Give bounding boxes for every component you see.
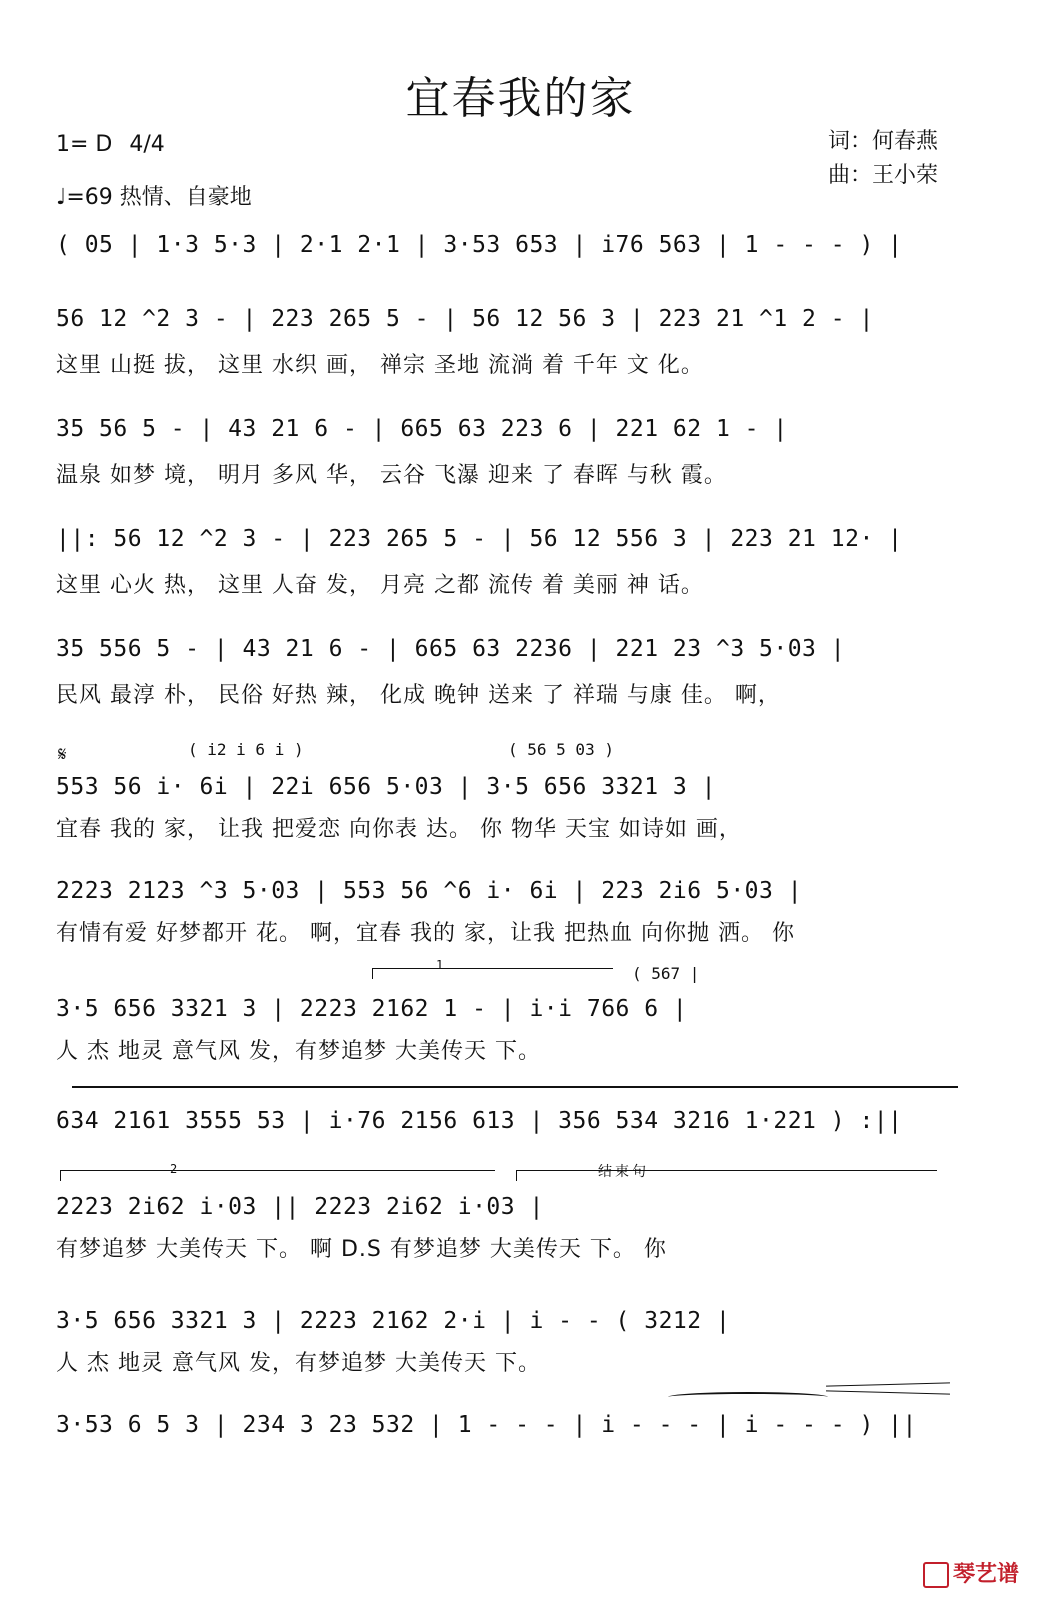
key-signature bbox=[56, 132, 165, 157]
lyrics-line-3: 这里 心火 热， 这里 人奋 发， 月亮 之都 流传 着 美丽 神 话。 bbox=[56, 573, 704, 598]
interlude-top-rule bbox=[72, 1086, 958, 1088]
ornament-phrase-3: ( 567 | bbox=[632, 964, 700, 983]
ending-label: 结束句 bbox=[598, 1164, 649, 1180]
tie-arc bbox=[668, 1392, 828, 1402]
notation-line-5: 553 56 i· 6i | 22i 656 5·03 | 3·5 656 3321 3 | bbox=[56, 774, 716, 800]
lyrics-line-2: 温泉 如梦 境， 明月 多风 华， 云谷 飞瀑 迎来 了 春晖 与秋 霞。 bbox=[56, 463, 727, 488]
ornament-phrase-2: ( 56 5 03 ) bbox=[508, 740, 614, 759]
notation-line-interlude: 634 2161 3555 53 | i·76 2156 613 | 356 534 3216 1·221 ) :|| bbox=[56, 1108, 903, 1134]
notation-line-10: 3·5 656 3321 3 | 2223 2162 2·i | i - - ( 3212 | bbox=[56, 1308, 731, 1334]
lyrics-line-9: 人 杰 地灵 意气风 发，有梦追梦 大美传天 下。 bbox=[56, 1351, 541, 1376]
notation-line-4: 35 556 5 - | 43 21 6 - | 665 63 2236 | 221 23 ^3 5·03 | bbox=[56, 636, 846, 662]
page-title: 宜春我的家 bbox=[405, 73, 636, 124]
notation-line-2: 35 56 5 - | 43 21 6 - | 665 63 223 6 | 221 62 1 - | bbox=[56, 416, 788, 442]
watermark bbox=[923, 1557, 1019, 1588]
lyrics-line-4: 民风 最淳 朴， 民俗 好热 辣， 化成 晚钟 送来 了 祥瑞 与康 佳。 啊， bbox=[56, 683, 781, 708]
key-label: 1= D bbox=[56, 132, 113, 157]
lyrics-line-8: 有梦追梦 大美传天 下。 啊 D.S 有梦追梦 大美传天 下。 你 bbox=[56, 1237, 667, 1262]
time-signature: 4/4 bbox=[129, 132, 165, 157]
decrescendo-line-lower bbox=[826, 1390, 950, 1394]
ending-bracket bbox=[516, 1170, 937, 1181]
volta-1-label: 1 bbox=[436, 958, 444, 972]
notation-line-11: 3·53 6 5 3 | 234 3 23 532 | 1 - - - | i - - - | i - - - ) || bbox=[56, 1412, 917, 1438]
ornament-phrase-1: ( i2 i 6 i ) bbox=[188, 740, 304, 759]
lyrics-line-1: 这里 山挺 拔， 这里 水织 画， 禅宗 圣地 流淌 着 千年 文 化。 bbox=[56, 353, 704, 378]
notation-line-7: 3·5 656 3321 3 | 2223 2162 1 - | i·i 766 6 | bbox=[56, 996, 688, 1022]
lyrics-line-5: 宜春 我的 家， 让我 把爱恋 向你表 达。 你 物华 天宝 如诗如 画， bbox=[56, 817, 742, 842]
volta-2-label: 2 bbox=[170, 1162, 178, 1176]
composer-credit: 曲：王小荣 bbox=[828, 163, 939, 188]
notation-line-6: 2223 2123 ^3 5·03 | 553 56 ^6 i· 6i | 223 2i6 5·03 | bbox=[56, 878, 803, 904]
notation-line-3: ||: 56 12 ^2 3 - | 223 265 5 - | 56 12 556 3 | 223 21 12· | bbox=[56, 526, 903, 552]
notation-line-1: 56 12 ^2 3 - | 223 265 5 - | 56 12 56 3 | 223 21 ^1 2 - | bbox=[56, 306, 874, 332]
watermark-text: 琴艺谱 bbox=[952, 1562, 1019, 1587]
notation-line-9: 2223 2i62 i·03 || 2223 2i62 i·03 | bbox=[56, 1194, 544, 1220]
decrescendo-line-upper bbox=[826, 1382, 950, 1386]
volta-bracket-1 bbox=[372, 968, 613, 979]
volta-bracket-2 bbox=[60, 1170, 495, 1181]
segno-sign: 𝄋 bbox=[58, 742, 67, 766]
notation-line-intro: ( 05 | 1·3 5·3 | 2·1 2·1 | 3·53 653 | i76 563 | 1 - - - ) | bbox=[56, 232, 903, 258]
lyricist-credit: 词：何春燕 bbox=[828, 129, 939, 154]
watermark-logo-icon bbox=[923, 1562, 949, 1588]
tempo-marking: ♩=69 热情、自豪地 bbox=[56, 185, 252, 210]
lyrics-line-7: 人 杰 地灵 意气风 发，有梦追梦 大美传天 下。 bbox=[56, 1039, 541, 1064]
lyrics-line-6: 有情有爱 好梦都开 花。 啊，宜春 我的 家，让我 把热血 向你抛 洒。 你 bbox=[56, 921, 795, 946]
